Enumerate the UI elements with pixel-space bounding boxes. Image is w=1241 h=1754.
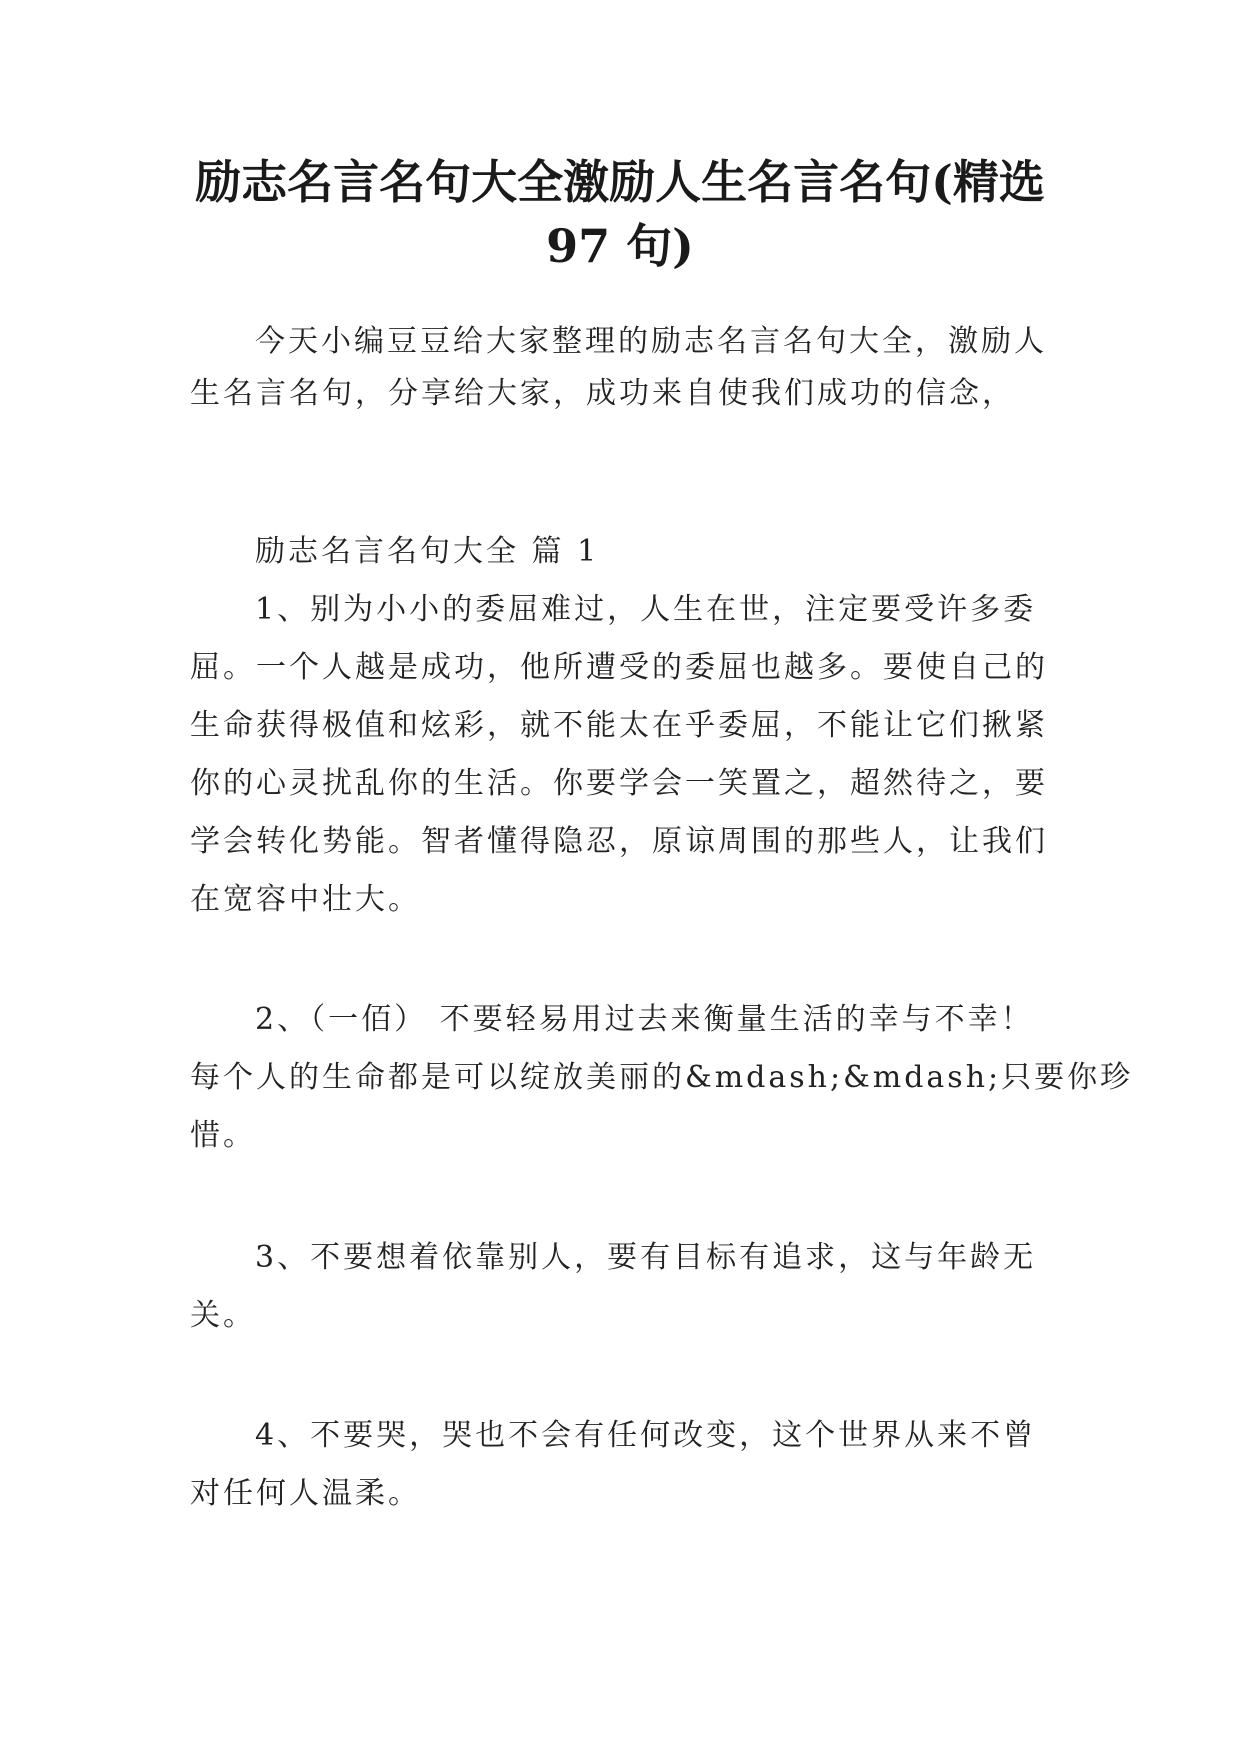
intro-line-2: 生名言名句，分享给大家，成功来自使我们成功的信念，: [190, 376, 1015, 411]
item-4-line-2: 对任何人温柔。: [190, 1476, 421, 1511]
item-1-line-3: 生命获得极值和炫彩，就不能太在乎委屈，不能让它们揪紧: [190, 708, 1048, 743]
item-1-line-4: 你的心灵扰乱你的生活。你要学会一笑置之，超然待之，要: [190, 766, 1048, 801]
item-2-line-3: 惜。: [190, 1118, 256, 1153]
item-1-line-2: 屈。一个人越是成功，他所遭受的委屈也越多。要使自己的: [190, 650, 1048, 685]
item-1-line-5: 学会转化势能。智者懂得隐忍，原谅周围的那些人，让我们: [190, 824, 1048, 859]
section-heading: 励志名言名句大全 篇 1: [255, 534, 600, 569]
item-3-line-2: 关。: [190, 1298, 256, 1333]
document-title-line-2: 97 句): [546, 219, 694, 273]
item-1-line-6: 在宽容中壮大。: [190, 882, 421, 917]
item-2-line-1: 2、（一佰） 不要轻易用过去来衡量生活的幸与不幸！: [255, 1002, 1034, 1037]
intro-line-1: 今天小编豆豆给大家整理的励志名言名句大全，激励人: [255, 324, 1047, 359]
item-1-line-1: 1、别为小小的委屈难过，人生在世，注定要受许多委: [255, 592, 1037, 627]
item-2-line-2: 每个人的生命都是可以绽放美丽的&mdash;&mdash;只要你珍: [190, 1060, 1134, 1095]
item-4-line-1: 4、不要哭，哭也不会有任何改变，这个世界从来不曾: [255, 1418, 1037, 1453]
item-3-line-1: 3、不要想着依靠别人，要有目标有追求，这与年龄无: [255, 1240, 1037, 1275]
document-title-line-1: 励志名言名句大全激励人生名言名句(精选: [195, 155, 1045, 209]
